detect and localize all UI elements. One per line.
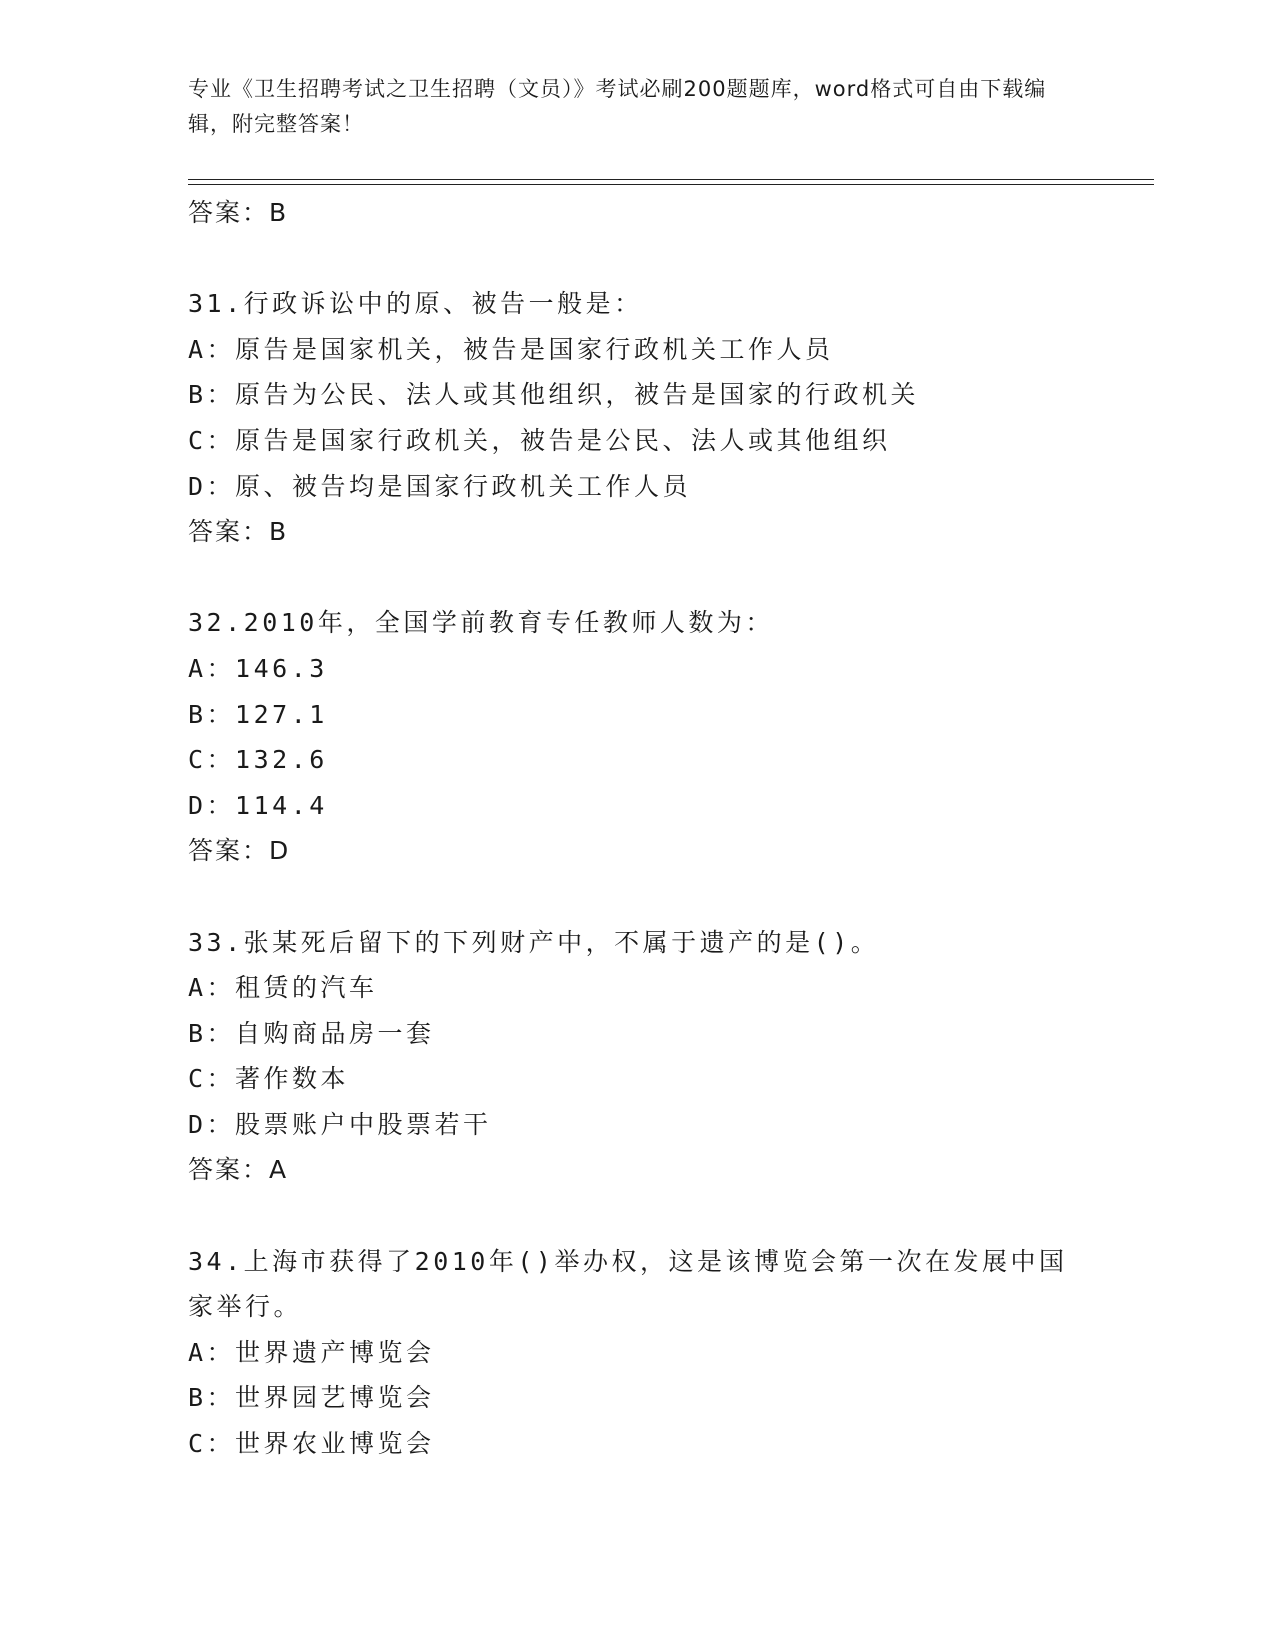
option-c: C：原告是国家行政机关，被告是公民、法人或其他组织 [188,425,891,455]
question-stem-line-1: 34.上海市获得了2010年()举办权，这是该博览会第一次在发展中国 [188,1246,1068,1276]
option-a: A：146.3 [188,653,328,683]
question-stem: 33.张某死后留下的下列财产中，不属于遗产的是()。 [188,927,880,957]
option-a: A：世界遗产博览会 [188,1337,435,1367]
option-b: B：127.1 [188,699,328,729]
option-c: C：132.6 [188,745,328,775]
question-31 [188,281,1088,555]
question-32 [188,600,1088,874]
document-header: 专业《卫生招聘考试之卫生招聘（文员）》考试必刷200题题库，word格式可自由下载编辑，附完整答案！ [188,77,1047,136]
spacer [188,555,1088,601]
option-d: D：114.4 [188,790,328,820]
spacer [188,1193,1088,1239]
header-rule-bottom [188,184,1154,185]
header-rule-top [188,179,1154,180]
option-d: D：原、被告均是国家行政机关工作人员 [188,471,692,501]
option-c: C：著作数本 [188,1064,350,1094]
question-answer: 答案：A [188,1155,289,1185]
question-33 [188,920,1088,1194]
option-a: A：原告是国家机关，被告是国家行政机关工作人员 [188,334,834,364]
option-a: A：租赁的汽车 [188,973,378,1003]
question-stem: 31.行政诉讼中的原、被告一般是： [188,289,643,319]
option-c: C：世界农业博览会 [188,1429,435,1459]
spacer [188,874,1088,920]
question-answer: 答案：B [188,517,289,547]
option-b: B：原告为公民、法人或其他组织，被告是国家的行政机关 [188,380,920,410]
spacer [188,236,1088,282]
question-stem-line-2: 家举行。 [188,1292,303,1322]
previous-answer: 答案：B [188,198,289,227]
question-list [188,190,1088,1467]
option-b: B：世界园艺博览会 [188,1383,435,1413]
option-b: B：自购商品房一套 [188,1018,435,1048]
question-answer: 答案：D [188,836,291,866]
question-stem: 32.2010年，全国学前教育专任教师人数为： [188,608,774,638]
option-d: D：股票账户中股票若干 [188,1109,492,1139]
question-34 [188,1239,1088,1467]
